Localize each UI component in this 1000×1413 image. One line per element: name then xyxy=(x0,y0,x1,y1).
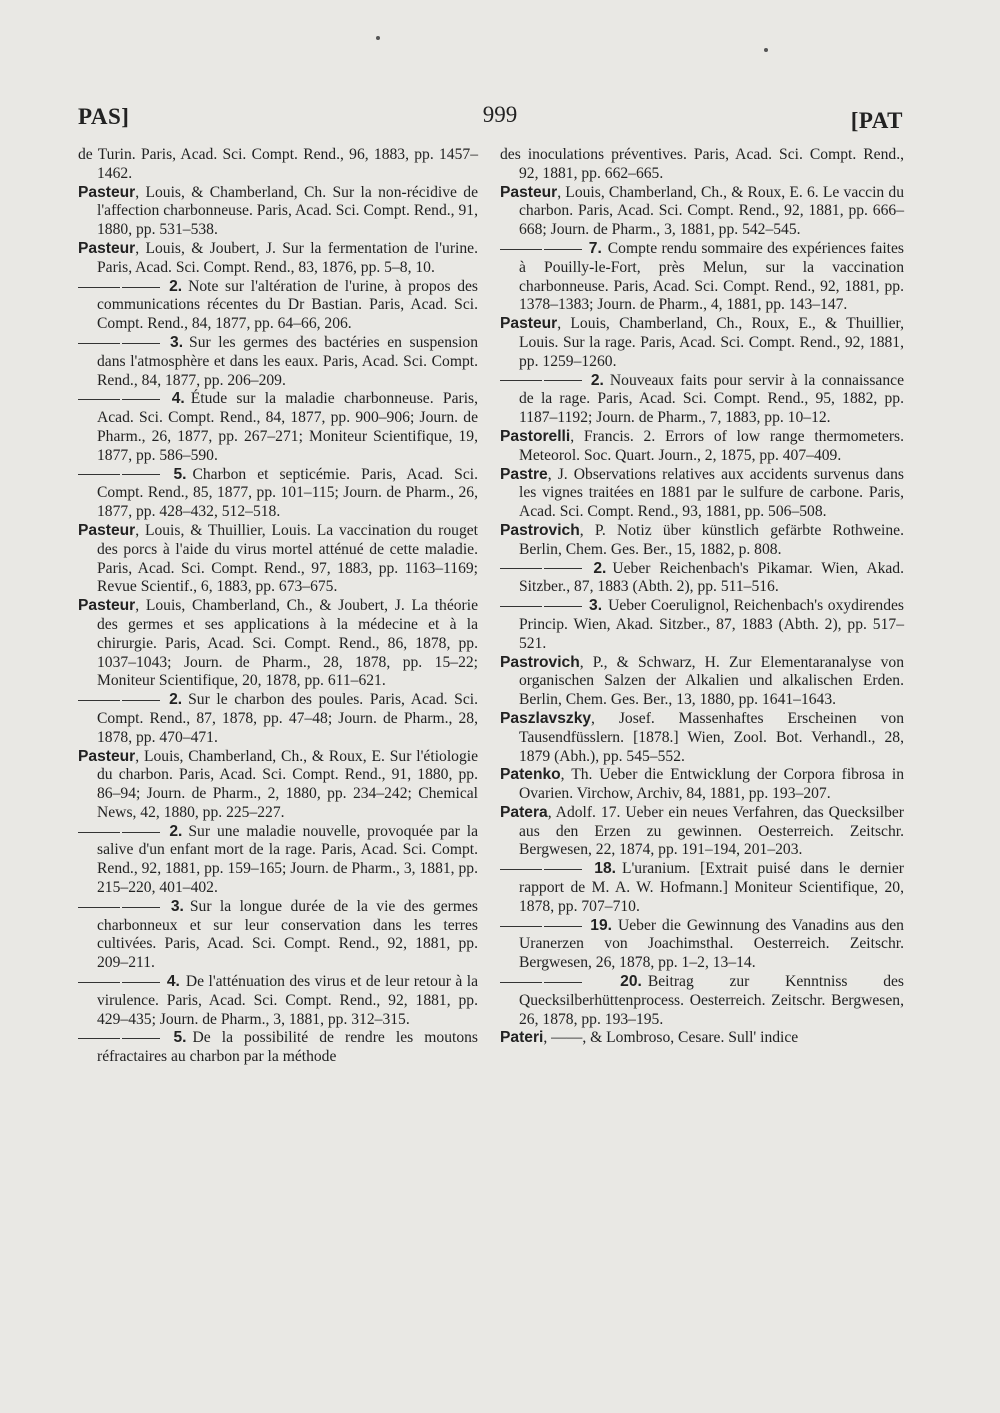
ditto-dash xyxy=(78,982,120,983)
author-surname: Pastorelli xyxy=(500,427,571,445)
ditto-dash xyxy=(544,568,582,569)
author-surname: Patenko xyxy=(500,766,561,784)
ditto-dash xyxy=(122,399,160,400)
entry-number: 7. xyxy=(584,239,602,257)
bibliography-entry: 3. Ueber Coerulignol, Reichenbach's oxydirendes Princip. Wien, Akad. Sitzber., 87, 1883 (Abth. 2), pp. 517–521. xyxy=(500,597,904,653)
ditto-dash xyxy=(78,287,120,288)
bibliography-entry: 3. Sur la longue durée de la vie des germes charbonneux et sur leur conservation dans les terres cultivées. Paris, Acad. Sci. Compt. Rend., 92, 1881, pp. 209–211. xyxy=(78,898,478,973)
bibliography-entry: 2. Nouveaux faits pour servir à la connaissance de la rage. Paris, Acad. Sci. Compt. Rend., 95, 1882, pp. 1187–1192; Journ. de Pharm., 7, 1883, pp. 10–12. xyxy=(500,372,904,428)
entry-number: 3. xyxy=(584,597,603,615)
entry-number: 2. xyxy=(584,559,607,577)
entry-number: 4. xyxy=(162,390,185,408)
entry-number: 2. xyxy=(584,371,604,389)
entry-number: 20. xyxy=(584,973,642,991)
entry-number: 2. xyxy=(162,822,183,840)
bibliography-entry: des inoculations préventives. Paris, Acad. Sci. Compt. Rend., 92, 1881, pp. 662–665. xyxy=(500,146,904,182)
ditto-dash xyxy=(544,249,582,250)
bibliography-entry: Pasteur, Louis, Chamberland, Ch., & Roux, E. Sur l'étiologie du charbon. Paris, Acad. Sci. Compt. Rend., 91, 1880, pp. 86–94; Journ. de Pharm., 2, 1880, pp. 234–242; Chemical News, 42, 1880, pp. 225–227. xyxy=(78,747,478,821)
bibliography-entry: Pateri, ——, & Lombroso, Cesare. Sull' indice xyxy=(500,1029,799,1047)
bibliography-entry: 4. Étude sur la maladie charbonneuse. Paris, Acad. Sci. Compt. Rend., 84, 1877, pp. 900–906; Journ. de Pharm., 26, 1877, pp. 267–271; Moniteur Scientifique, 19, 1877, pp. 586–590. xyxy=(78,390,478,465)
entry-number: 19. xyxy=(584,916,612,934)
author-surname: Pastrovich xyxy=(500,653,580,671)
author-surname: Pasteur xyxy=(78,597,136,615)
entry-number: 5. xyxy=(162,1029,187,1047)
author-surname: Paszlavszky xyxy=(500,709,592,727)
bibliography-entry: Pastrovich, P., & Schwarz, H. Zur Elementaranalyse von organischen Salzen der Alkalien und alkalischen Erden. Berlin, Chem. Ges. Ber., 13, 1880, pp. 1641–1643. xyxy=(500,653,904,709)
ditto-dash xyxy=(78,907,120,908)
ditto-dash xyxy=(122,287,160,288)
bibliography-entry: Pastorelli, Francis. 2. Errors of low range thermometers. Meteorol. Soc. Quart. Journ., 2, 1875, pp. 407–409. xyxy=(500,427,904,464)
entry-number: 18. xyxy=(584,860,616,878)
bibliography-entry: Pasteur, Louis, Chamberland, Ch., Roux, E., & Thuillier, Louis. Sur la rage. Paris, Acad. Sci. Compt. Rend., 92, 1881, pp. 1259–1260. xyxy=(500,315,904,370)
entry-number: 2. xyxy=(162,691,183,709)
ditto-dash xyxy=(544,926,582,927)
bibliography-entry: 18. L'uranium. [Extrait puisé dans le dernier rapport de M. A. W. Hofmann.] Moniteur Scientifique, 20, 1878, pp. 707–710. xyxy=(500,860,904,916)
bibliography-entry: 2. Sur une maladie nouvelle, provoquée par la salive d'un enfant mort de la rage. Paris, Acad. Sci. Compt. Rend., 92, 1881, pp. 159–165; Journ. de Pharm., 3, 1881, pp. 215–220, 401–402. xyxy=(78,823,478,898)
bibliography-entry: 2. Ueber Reichenbach's Pikamar. Wien, Akad. Sitzber., 87, 1883 (Abth. 2), pp. 511–516. xyxy=(500,560,904,598)
ditto-dash xyxy=(500,380,542,381)
ditto-dash xyxy=(500,606,542,607)
ditto-dash xyxy=(544,982,582,983)
author-surname: Pasteur xyxy=(78,747,136,765)
bibliography-entry: 4. De l'atténuation des virus et de leur retour à la virulence. Paris, Acad. Sci. Compt. Rend., 92, 1881, pp. 429–435; Journ. de Pharm., 3, 1881, pp. 312–315. xyxy=(78,973,478,1029)
bibliography-entry: Pastre, J. Observations relatives aux accidents survenus dans les vignes traitées en 1881 par le sulfure de carbone. Paris, Acad. Sci. Compt. Rend., 93, 1881, pp. 506–508. xyxy=(500,465,904,521)
bibliography-entry: Pasteur, Louis, Chamberland, Ch., & Roux, E. 6. Le vaccin du charbon. Paris, Acad. Sci. Compt. Rend., 92, 1881, pp. 666–668; Journ. de Pharm., 3, 1881, pp. 542–545. xyxy=(500,183,904,239)
bibliography-entry: 3. Sur les germes des bactéries en suspension dans l'atmosphère et dans les eaux. Paris, Acad. Sci. Compt. Rend., 84, 1877, pp. 206–209. xyxy=(78,334,478,390)
ditto-dash xyxy=(544,606,582,607)
bibliography-entry: 5. Charbon et septicémie. Paris, Acad. Sci. Compt. Rend., 85, 1877, pp. 101–115; Journ. de Pharm., 26, 1877, pp. 428–432, 512–518. xyxy=(78,466,478,522)
right-column xyxy=(500,146,904,1048)
page-number: 999 xyxy=(482,102,518,127)
ditto-dash xyxy=(78,474,120,475)
ditto-dash xyxy=(122,907,160,908)
bibliography-entry: Pasteur, Louis, & Thuillier, Louis. La vaccination du rouget des porcs à l'aide du virus mortel atténué de cette maladie. Paris, Acad. Sci. Compt. Rend., 97, 1883, pp. 1163–1169; Revue Scientif., 6, 1883, pp. 673–675. xyxy=(78,521,478,596)
page-speck xyxy=(764,48,768,52)
author-surname: Pasteur xyxy=(78,183,136,201)
ditto-dash xyxy=(500,982,542,983)
bibliography-entry: Pastrovich, P. Notiz über künstlich gefärbte Rothweine. Berlin, Chem. Ges. Ber., 15, 1882, p. 808. xyxy=(500,521,904,558)
ditto-dash xyxy=(78,1038,120,1039)
bibliography-entry: 2. Note sur l'altération de l'urine, à propos des communications récentes du Dr Bastian. Paris, Acad. Sci. Compt. Rend., 84, 1877, pp. 64–66, 206. xyxy=(78,278,478,334)
ditto-dash xyxy=(78,399,120,400)
author-surname: Pastre xyxy=(500,465,548,483)
entry-number: 3. xyxy=(162,333,184,351)
bibliography-entry: 19. Ueber die Gewinnung des Vanadins aus den Uranerzen von Joachimsthal. Oesterreich. Zeitschr. Bergwesen, 26, 1878, pp. 1–2, 13–14. xyxy=(500,917,904,973)
bibliography-entry: 20. Beitrag zur Kenntniss des Quecksilberhüttenprocess. Oesterreich. Zeitschr. Bergwesen, 26, 1878, pp. 193–195. xyxy=(500,973,904,1029)
author-surname: Pasteur xyxy=(78,521,136,539)
bibliography-entry: 2. Sur le charbon des poules. Paris, Acad. Sci. Compt. Rend., 87, 1878, pp. 47–48; Journ. de Pharm., 28, 1878, pp. 470–471. xyxy=(78,691,478,747)
left-column xyxy=(78,146,478,1067)
ditto-dash xyxy=(78,343,120,344)
bibliography-entry: 7. Compte rendu sommaire des expériences faites à Pouilly-le-Fort, près Melun, sur la vaccination charbonneuse. Paris, Acad. Sci. Compt. Rend., 92, 1881, pp. 1378–1383; Journ. de Pharm., 4, 1881, pp. 143–147. xyxy=(500,240,904,315)
author-surname: Pasteur xyxy=(500,183,558,201)
ditto-dash xyxy=(500,568,542,569)
entry-number: 5. xyxy=(162,465,187,483)
ditto-dash xyxy=(122,982,160,983)
bibliography-entry: Pasteur, Louis, & Joubert, J. Sur la fermentation de l'urine. Paris, Acad. Sci. Compt. Rend., 83, 1876, pp. 5–8, 10. xyxy=(78,239,478,276)
bibliography-entry: de Turin. Paris, Acad. Sci. Compt. Rend., 96, 1883, pp. 1457–1462. xyxy=(78,146,478,182)
bibliography-entry: 5. De la possibilité de rendre les moutons réfractaires au charbon par la méthode xyxy=(78,1029,478,1067)
ditto-dash xyxy=(544,380,582,381)
ditto-dash xyxy=(122,832,160,833)
ditto-dash xyxy=(122,700,160,701)
author-surname: Pastrovich xyxy=(500,521,580,539)
header-right: [PAT xyxy=(850,108,903,133)
page-speck xyxy=(376,36,380,40)
author-surname: Pateri xyxy=(500,1029,544,1047)
header-left: PAS] xyxy=(78,104,130,129)
ditto-dash xyxy=(122,343,160,344)
ditto-dash xyxy=(500,249,542,250)
ditto-dash xyxy=(500,869,542,870)
entry-number: 4. xyxy=(162,973,180,991)
author-surname: Pasteur xyxy=(500,315,558,333)
ditto-dash xyxy=(122,474,160,475)
ditto-dash xyxy=(122,1038,160,1039)
bibliography-entry: Pasteur, Louis, Chamberland, Ch., & Joubert, J. La théorie des germes et ses applications à la médecine et à la chirurgie. Paris, Acad. Sci. Compt. Rend., 86, 1878, pp. 1037–1043; Journ. de Pharm., 28, 1878, pp. 15–22; Moniteur Scientifique, 20, 1878, pp. 611–621. xyxy=(78,597,478,690)
bibliography-entry: Paszlavszky, Josef. Massenhaftes Erscheinen von Tausendfüsslern. [1878.] Wien, Zool. Bot. Verhandl., 28, 1879 (Abh.), pp. 545–552. xyxy=(500,709,904,765)
ditto-dash xyxy=(544,869,582,870)
author-surname: Pasteur xyxy=(78,239,136,257)
entry-number: 2. xyxy=(162,277,183,295)
ditto-dash xyxy=(500,926,542,927)
author-surname: Patera xyxy=(500,803,548,821)
bibliography-entry: Patera, Adolf. 17. Ueber ein neues Verfahren, das Quecksilber aus den Erzen zu gewinnen. Oesterreich. Zeitschr. Bergwesen, 22, 1874, pp. 191–194, 201–203. xyxy=(500,803,904,859)
bibliography-entry: Patenko, Th. Ueber die Entwicklung der Corpora fibrosa in Ovarien. Virchow, Archiv, 84, 1881, pp. 193–207. xyxy=(500,766,904,803)
ditto-dash xyxy=(78,700,120,701)
bibliography-entry: Pasteur, Louis, & Chamberland, Ch. Sur la non-récidive de l'affection charbonneuse. Paris, Acad. Sci. Compt. Rend., 91, 1880, pp. 531–538. xyxy=(78,183,478,239)
running-header xyxy=(0,100,1000,140)
entry-number: 3. xyxy=(162,897,184,915)
ditto-dash xyxy=(78,832,120,833)
